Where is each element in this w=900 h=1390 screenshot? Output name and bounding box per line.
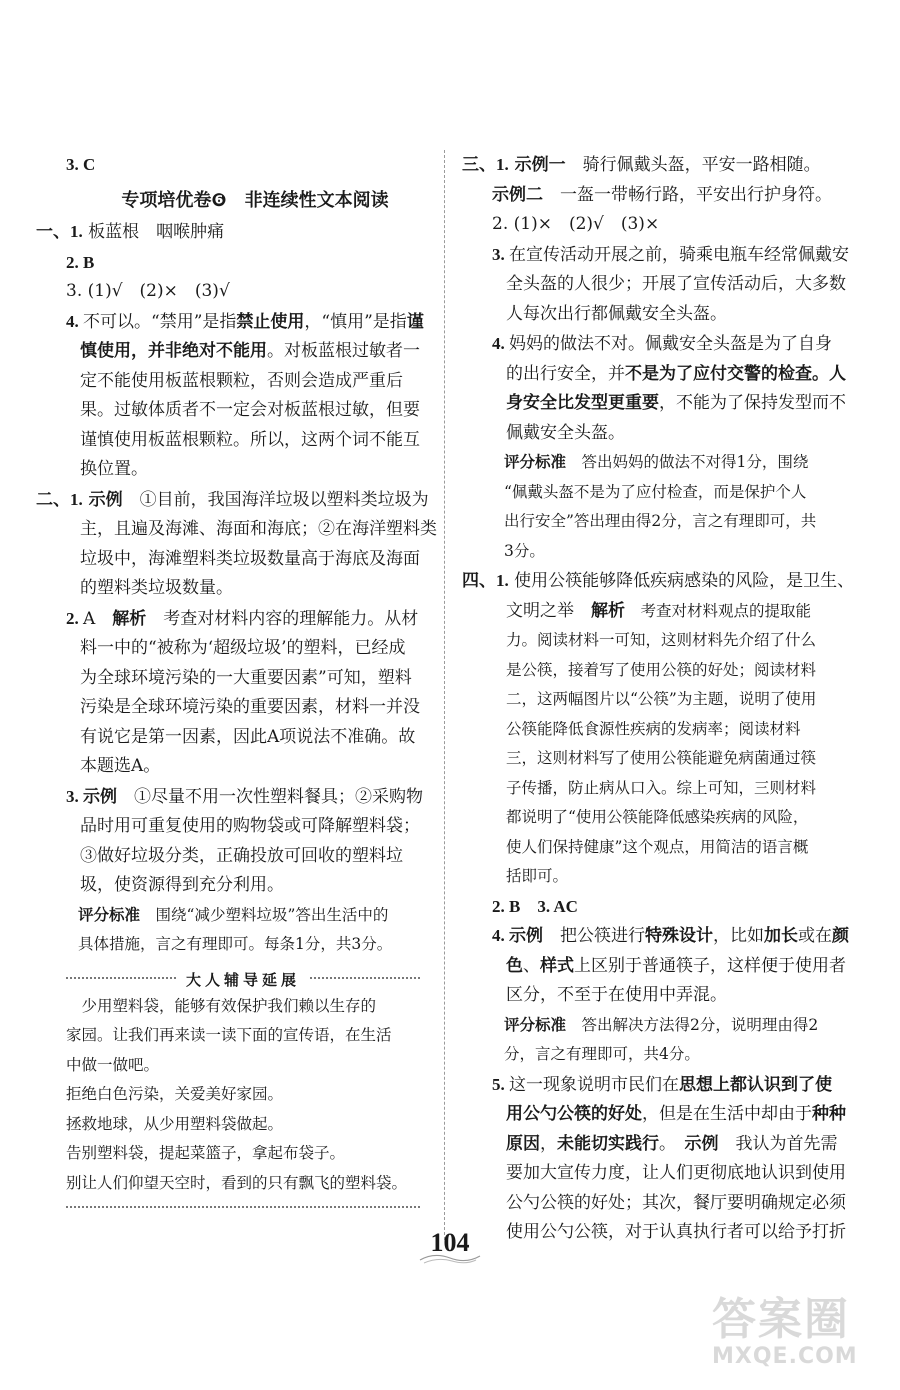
- scoring-line: [462, 1011, 857, 1041]
- scoring-line: “佩戴头盔不是为了应付检查，而是保护个人: [504, 482, 807, 501]
- section-title: 专项培优卷❻ 非连续性文本阅读: [121, 189, 389, 211]
- bold-text: 加长: [764, 926, 798, 946]
- scoring-line: 出行安全”答出理由得2分，言之有理即可，共: [504, 512, 817, 530]
- bold-text: 颜: [832, 926, 849, 946]
- scoring-line: 3分。: [504, 541, 545, 560]
- answer-line: [36, 485, 436, 516]
- answer-line: [462, 181, 857, 211]
- answer-line: [462, 150, 857, 181]
- slogan-line: 别让人们仰望天空时，看到的只有飘飞的塑料袋。: [66, 1173, 408, 1192]
- answer-line: [462, 329, 857, 360]
- answer-line: [36, 217, 436, 248]
- extension-line: 家园。让我们再来读一读下面的宣传语，在生活: [66, 1026, 392, 1044]
- analysis-line: 括即可。: [506, 867, 569, 885]
- scoring-line: 分，言之有理即可，共4分。: [504, 1045, 700, 1063]
- answer-text: 妈妈的做法不对。佩戴安全头盔是为了自身: [509, 334, 832, 354]
- scoring-line: [462, 448, 857, 478]
- answer-text: 在宣传活动开展之前，骑乘电瓶车经常佩戴安: [509, 244, 849, 265]
- answer-line: [462, 952, 857, 982]
- answer-line: 有说它是第一因素，因此A项说法不准确。故: [80, 726, 416, 747]
- example-label: 示例一: [508, 155, 566, 175]
- answer-text: ，“慎用”是指: [304, 311, 407, 332]
- scoring-line: 具体措施，言之有理即可。每条1分，共3分。: [78, 935, 393, 953]
- question-number: 3.: [66, 786, 83, 806]
- answer-line: 圾，使资源得到充分利用。: [80, 875, 284, 895]
- example-label: 示例二: [492, 184, 543, 205]
- analysis-line: 二，这两幅图片以“公筷”为主题，说明了使用: [506, 690, 817, 708]
- watermark-text: 答案圈: [712, 1294, 850, 1345]
- watermark: [712, 1296, 858, 1370]
- slogan-line: 拒绝白色污染，关爱美好家园。: [66, 1085, 284, 1103]
- answer-line: 人每次出行都佩戴安全头盔。: [506, 303, 727, 324]
- analysis-line: 使人们保持健康”这个观点，用简洁的语言概: [506, 837, 809, 856]
- answer-line: 使用公勺公筷，对于认真执行者可以给予打折: [506, 1222, 846, 1242]
- answer-line: 3. (1)√ (2)× (3)√: [66, 281, 230, 301]
- answer-line: 垃圾中，海滩塑料类垃圾数量高于海底及海面: [80, 548, 420, 569]
- answer-text: 这一现象说明市民们在: [509, 1074, 679, 1095]
- bold-text: 不是为了应付交警的检查。人: [625, 363, 846, 384]
- answer-text: 考查对材料观点的提取能: [625, 601, 812, 620]
- example-label: 示例: [509, 926, 543, 946]
- answer-line: [462, 921, 857, 952]
- question-number: 四、1.: [462, 571, 509, 590]
- question-number: 三、1.: [462, 155, 509, 174]
- example-label: 示例: [82, 489, 123, 510]
- answer-line: 2. (1)× (2)√ (3)×: [492, 214, 660, 234]
- scoring-text: 围绕“减少塑料垃圾”答出生活中的: [140, 905, 389, 924]
- analysis-line: 公筷能降低食源性疾病的发病率；阅读材料: [506, 719, 801, 738]
- left-column: [36, 150, 436, 1208]
- analysis-line: 是公筷，接着写了使用公筷的好处；阅读材料: [506, 660, 817, 679]
- answer-text: 骑行佩戴头盔，平安一路相随。: [565, 155, 821, 175]
- answer-line: 2. B 3. AC: [492, 896, 578, 916]
- bold-text: 思想上都认识到了使: [679, 1074, 832, 1095]
- answer-line: 本题选A。: [80, 756, 161, 776]
- bold-text: 原因: [506, 1133, 540, 1154]
- bold-text: 谨: [406, 311, 424, 332]
- bold-text: 种种: [812, 1104, 846, 1124]
- answer-line: 全头盔的人很少；开展了宣传活动后，大多数: [506, 274, 846, 294]
- answer-text: 使用公筷能够降低疾病感染的风险，是卫生、: [508, 571, 855, 591]
- watermark-url: MXQE.COM: [712, 1344, 858, 1369]
- analysis-label: 解析: [112, 608, 147, 629]
- answer-line: [36, 604, 436, 635]
- question-number: 二、1.: [36, 489, 83, 509]
- answer-text: 一盔一带畅行路，平安出行护身符。: [543, 184, 832, 205]
- extension-line: 少用塑料袋，能够有效保护我们赖以生存的: [66, 996, 377, 1015]
- answer-line: [462, 597, 857, 627]
- answer-text: ，比如: [713, 926, 764, 946]
- scoring-label: 评分标准: [504, 453, 567, 471]
- answer-line: [36, 337, 436, 367]
- answer-line: 果。过敏体质者不一定会对板蓝根过敏，但要: [80, 400, 420, 420]
- example-label: 示例: [83, 786, 117, 807]
- answer-line: 为全球环境污染的一大重要因素”可知，塑料: [80, 667, 412, 688]
- answer-text: 或在: [798, 926, 832, 946]
- answer-line: 料一中的“被称为‘超级垃圾’的塑料，已经成: [80, 638, 406, 658]
- answer-line: 污染是全球环境污染的重要因素，材料一并没: [80, 697, 420, 717]
- answer-text: 上区别于普通筷子，这样便于使用者: [574, 955, 846, 976]
- extension-banner: [66, 966, 420, 988]
- answer-line: 主，且遍及海滩、海面和海底；②在海洋塑料类: [80, 519, 437, 539]
- question-number: 4.: [66, 311, 83, 331]
- answer-line: 佩戴安全头盔。: [506, 422, 625, 443]
- answer-line: [462, 240, 857, 271]
- answer-line: 要加大宣传力度，让人们更彻底地认识到使用: [506, 1163, 846, 1183]
- bold-text: 用公勺公筷的好处: [506, 1104, 642, 1124]
- answer-text: 我认为首先需: [718, 1133, 838, 1154]
- answer-line: 2. B: [66, 252, 95, 272]
- bold-text: 未能切实践行: [557, 1133, 659, 1154]
- answer-line: [462, 389, 857, 419]
- bold-text: 慎使用，并非绝对不能用: [80, 341, 267, 361]
- question-number: 一、1.: [36, 222, 83, 241]
- scoring-label: 评分标准: [78, 905, 141, 924]
- bold-text: 特殊设计: [645, 926, 713, 946]
- answer-text: ，但是在生活中却由于: [642, 1104, 812, 1124]
- question-number: 4.: [492, 926, 509, 945]
- answer-line: [462, 360, 857, 390]
- page-ornament-icon: [418, 1250, 482, 1266]
- answer-text: ，: [540, 1133, 557, 1154]
- answer-line: [462, 1100, 857, 1130]
- scoring-label: 评分标准: [504, 1015, 567, 1034]
- answer-text: ①目前，我国海洋垃圾以塑料类垃圾为: [122, 489, 429, 510]
- answer-text: 把公筷进行: [543, 926, 645, 946]
- example-label: 示例: [684, 1133, 719, 1154]
- bold-text: 样式: [540, 955, 574, 976]
- question-number: 2.: [66, 608, 83, 628]
- page-number: 104: [430, 1228, 470, 1257]
- answer-line: [462, 1130, 857, 1160]
- answer-text: 考查对材料内容的理解能力。从材: [146, 608, 419, 629]
- analysis-line: 都说明了“使用公筷能降低感染疾病的风险，: [506, 808, 809, 826]
- answer-line: 公勺公筷的好处；其次，餐厅要明确规定必须: [506, 1192, 846, 1213]
- answer-text: A: [83, 608, 113, 629]
- analysis-line: 子传播，防止病从口入。综上可知，三则材料: [506, 778, 817, 797]
- answer-text: 。: [659, 1133, 685, 1154]
- answer-line: 定不能使用板蓝根颗粒，否则会造成严重后: [80, 370, 403, 391]
- answer-line: [36, 307, 436, 338]
- answer-line: [36, 782, 436, 813]
- answer-line: 3. C: [66, 155, 96, 174]
- question-number: 4.: [492, 334, 509, 353]
- scoring-text: 答出妈妈的做法不对得1分，围绕: [566, 453, 809, 471]
- bold-text: 身安全比发型更重要: [506, 393, 659, 413]
- column-divider: [444, 150, 445, 1240]
- bold-text: 色: [506, 955, 523, 976]
- answer-line: 换位置。: [80, 459, 148, 479]
- answer-line: [462, 1070, 857, 1101]
- answer-text: ①尽量不用一次性塑料餐具；②采购物: [117, 786, 423, 807]
- slogan-line: 拯救地球，从少用塑料袋做起。: [66, 1114, 284, 1133]
- answer-line: 区分，不至于在使用中弄混。: [506, 985, 727, 1005]
- scoring-text: 答出解决方法得2分，说明理由得2: [566, 1015, 819, 1034]
- extension-line: 中做一做吧。: [66, 1055, 160, 1074]
- answer-line: [462, 566, 857, 597]
- question-number: 3.: [492, 244, 509, 264]
- extension-title: 大人辅导延展: [178, 971, 308, 989]
- answer-line: ③做好垃圾分类，正确投放可回收的塑料垃: [80, 845, 403, 866]
- answer-text: 。对板蓝根过敏者一: [267, 341, 420, 361]
- answer-line: 的塑料类垃圾数量。: [80, 578, 233, 598]
- answer-line: 谨慎使用板蓝根颗粒。所以，这两个词不能互: [80, 429, 420, 450]
- answer-text: 、: [523, 955, 540, 976]
- extension-bottom-rule: [66, 1206, 420, 1208]
- answer-text: 不可以。“禁用”是指: [83, 311, 237, 332]
- analysis-line: 三，这则材料写了使用公筷能避免病菌通过筷: [506, 749, 817, 767]
- scoring-line: [36, 901, 436, 931]
- question-number: 5.: [492, 1074, 509, 1094]
- bold-text: 禁止使用: [236, 311, 305, 332]
- analysis-line: 力。阅读材料一可知，这则材料先介绍了什么: [506, 631, 817, 649]
- answer-text: 的出行安全，并: [506, 363, 625, 384]
- answer-text: 板蓝根 咽喉肿痛: [82, 222, 225, 242]
- answer-line: 品时用可重复使用的购物袋或可降解塑料袋；: [80, 816, 420, 836]
- slogan-line: 告别塑料袋，提起菜篮子，拿起布袋子。: [66, 1144, 346, 1162]
- answer-text: 文明之举: [506, 600, 591, 621]
- right-column: [462, 150, 857, 1248]
- analysis-label: 解析: [591, 600, 625, 621]
- answer-text: ，不能为了保持发型而不: [659, 393, 846, 413]
